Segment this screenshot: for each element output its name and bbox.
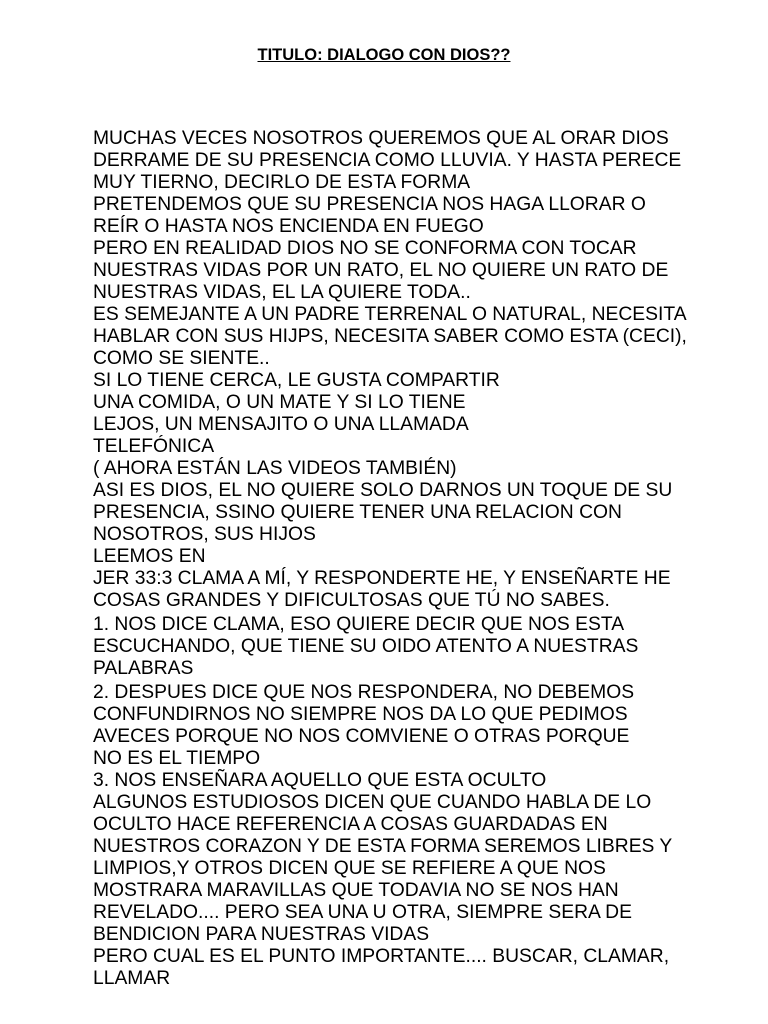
text-line: HABLAR CON SUS HIJPS, NECESITA SABER COMO ESTA (CECI), <box>93 326 687 347</box>
document-body <box>93 128 733 990</box>
text-line: NUESTRAS VIDAS POR UN RATO, EL NO QUIERE UN RATO DE <box>93 260 669 281</box>
text-line: NUESTROS CORAZON Y DE ESTA FORMA SEREMOS LIBRES Y <box>93 836 673 857</box>
text-line: BENDICION PARA NUESTRAS VIDAS <box>93 924 430 945</box>
text-line: LIMPIOS,Y OTROS DICEN QUE SE REFIERE A QUE NOS <box>93 858 606 879</box>
text-line: SI LO TIENE CERCA, LE GUSTA COMPARTIR <box>93 370 500 391</box>
text-line: ES SEMEJANTE A UN PADRE TERRENAL O NATURAL, NECESITA <box>93 304 687 325</box>
text-line: NOSOTROS, SUS HIJOS <box>93 524 316 545</box>
text-line: 2. DESPUES DICE QUE NOS RESPONDERA, NO DEBEMOS <box>93 682 635 703</box>
text-line: PERO CUAL ES EL PUNTO IMPORTANTE.... BUSCAR, CLAMAR, <box>93 946 670 967</box>
text-line: PALABRAS <box>93 658 194 679</box>
text-line: UNA COMIDA, O UN MATE Y SI LO TIENE <box>93 392 466 413</box>
text-line: 3. NOS ENSEÑARA AQUELLO QUE ESTA OCULTO <box>93 770 547 791</box>
text-line: 1. NOS DICE CLAMA, ESO QUIERE DECIR QUE NOS ESTA <box>93 614 625 635</box>
text-line: LEEMOS EN <box>93 546 206 567</box>
text-line: PRESENCIA, SSINO QUIERE TENER UNA RELACION CON <box>93 502 622 523</box>
text-line: MOSTRARA MARAVILLAS QUE TODAVIA NO SE NOS HAN <box>93 880 619 901</box>
text-line: PERO EN REALIDAD DIOS NO SE CONFORMA CON TOCAR <box>93 238 637 259</box>
text-line: ( AHORA ESTÁN LAS VIDEOS TAMBIÉN) <box>93 458 457 479</box>
text-line: COSAS GRANDES Y DIFICULTOSAS QUE TÚ NO SABES. <box>93 590 610 611</box>
text-line: MUY TIERNO, DECIRLO DE ESTA FORMA <box>93 172 471 193</box>
text-line: REVELADO.... PERO SEA UNA U OTRA, SIEMPRE SERA DE <box>93 902 632 923</box>
text-line: PRETENDEMOS QUE SU PRESENCIA NOS HAGA LLORAR O <box>93 194 646 215</box>
text-line: JER 33:3 CLAMA A MÍ, Y RESPONDERTE HE, Y ENSEÑARTE HE <box>93 568 671 589</box>
text-line: MUCHAS VECES NOSOTROS QUEREMOS QUE AL ORAR DIOS <box>93 128 669 149</box>
document-title: TITULO: DIALOGO CON DIOS?? <box>257 46 511 64</box>
text-line: LEJOS, UN MENSAJITO O UNA LLAMADA <box>93 414 469 435</box>
text-line: CONFUNDIRNOS NO SIEMPRE NOS DA LO QUE PEDIMOS <box>93 704 628 725</box>
text-line: COMO SE SIENTE.. <box>93 348 270 369</box>
text-line: ASI ES DIOS, EL NO QUIERE SOLO DARNOS UN TOQUE DE SU <box>93 480 673 501</box>
text-line: TELEFÓNICA <box>93 436 215 457</box>
text-line: ESCUCHANDO, QUE TIENE SU OIDO ATENTO A NUESTRAS <box>93 636 639 657</box>
text-line: DERRAME DE SU PRESENCIA COMO LLUVIA. Y HASTA PERECE <box>93 150 682 171</box>
text-line: ALGUNOS ESTUDIOSOS DICEN QUE CUANDO HABLA DE LO <box>93 792 652 813</box>
text-line: LLAMAR <box>93 968 171 989</box>
text-line: AVECES PORQUE NO NOS COMVIENE O OTRAS PORQUE <box>93 726 630 747</box>
text-line: NUESTRAS VIDAS, EL LA QUIERE TODA.. <box>93 282 471 303</box>
text-line: OCULTO HACE REFERENCIA A COSAS GUARDADAS EN <box>93 814 608 835</box>
text-line: REÍR O HASTA NOS ENCIENDA EN FUEGO <box>93 216 484 237</box>
text-line: NO ES EL TIEMPO <box>93 748 261 769</box>
